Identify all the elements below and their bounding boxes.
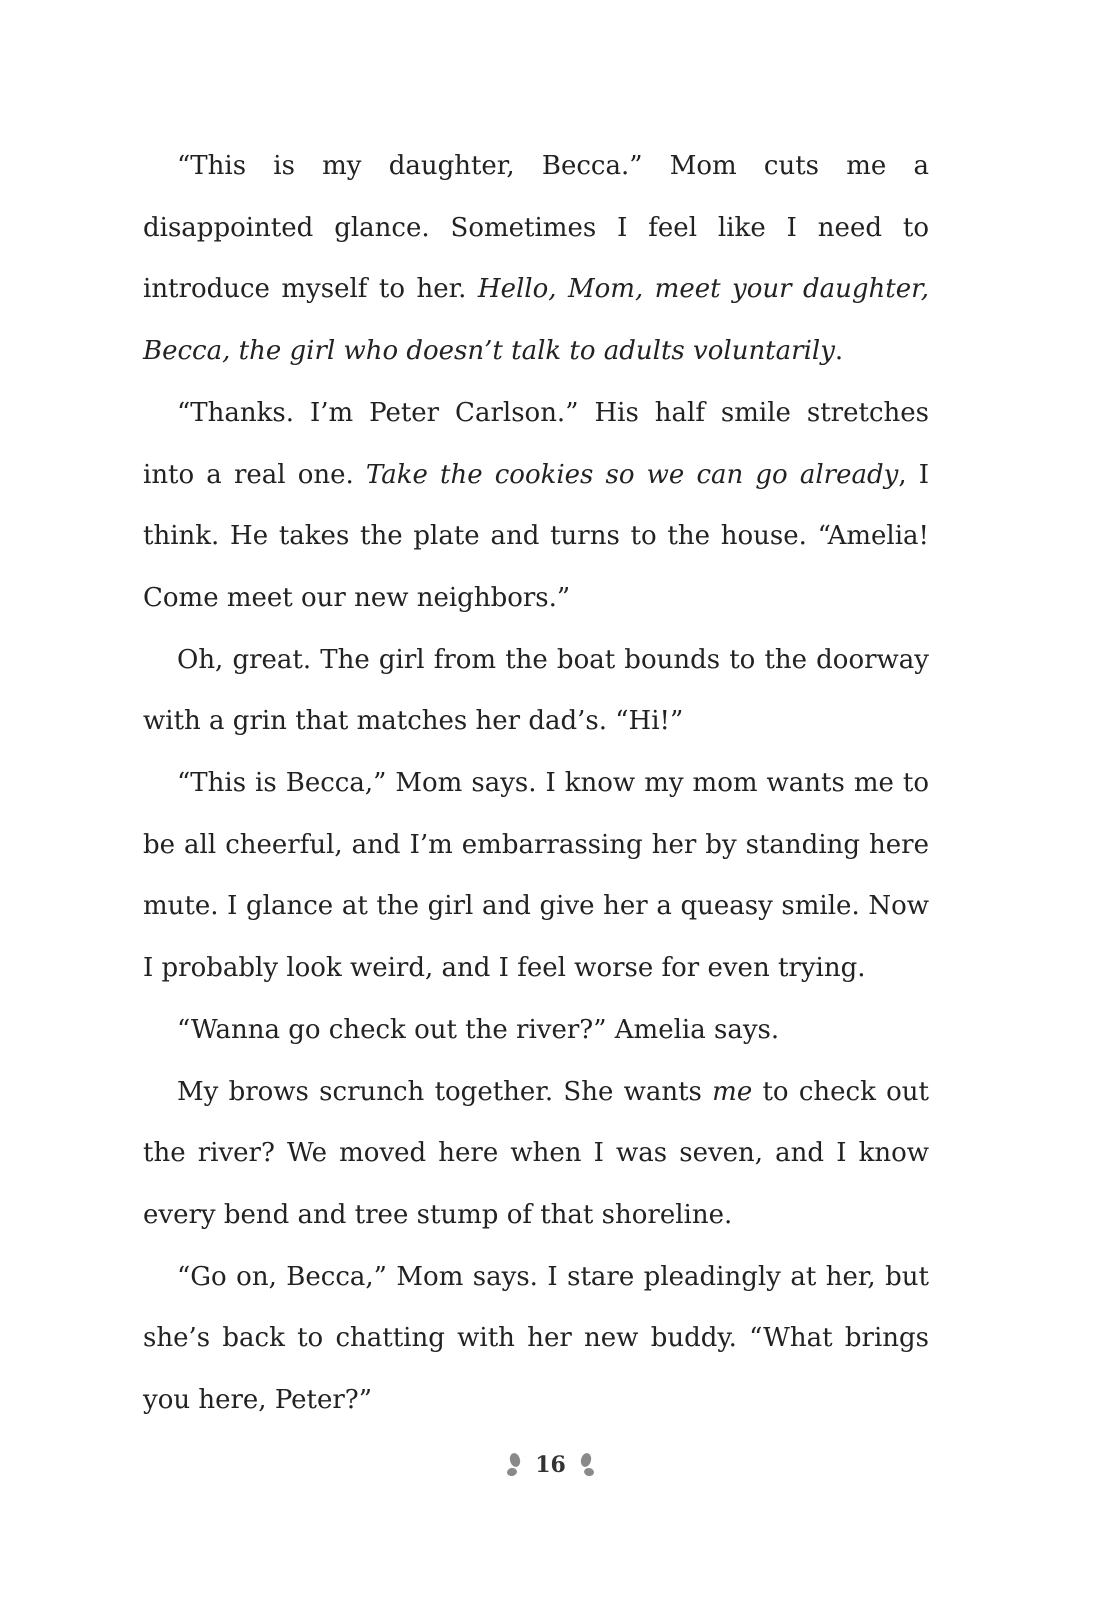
text-run: Oh, great. The girl from the boat bounds to the doorway with a grin that matches her dad’s. “Hi!” xyxy=(143,644,929,737)
page-footer xyxy=(0,1452,1101,1478)
text-run: “This is Becca,” Mom says. I know my mom wants me to be all cheerful, and I’m embarrassing her by standing here mute. I glance at the girl and give her a queasy smile. Now I probably look weird, and I feel worse for even trying. xyxy=(143,768,929,984)
paragraph xyxy=(143,1247,929,1432)
text-run: “Go on, Becca,” Mom says. I stare pleadingly at her, but she’s back to chatting with her new buddy. “What brings you here, Peter?” xyxy=(143,1261,929,1416)
text-run: “Wanna go check out the river?” Amelia says. xyxy=(177,1014,780,1045)
body-text xyxy=(143,136,929,1432)
paragraph xyxy=(143,630,929,753)
italic-text: Take the cookies so we can go already xyxy=(365,459,899,490)
text-run: . xyxy=(834,336,844,367)
paragraph xyxy=(143,136,929,383)
italic-text: me xyxy=(712,1076,753,1107)
text-run: My brows scrunch together. She wants xyxy=(177,1076,713,1107)
text-run: to check out the river? We moved here when I was seven, and I know every bend and tree stump of that shoreline. xyxy=(143,1076,929,1230)
text-run: “Thanks. I’m Peter Carlson.” His half smile stretches into a real one. xyxy=(143,397,929,490)
text-run: “This is my daughter, Becca.” Mom cuts me a disappointed glance. Sometimes I feel like I need to introduce myself to her. xyxy=(143,151,929,305)
text-run: , I think. He takes the plate and turns to the house. “Amelia! Come meet our new neighbors.” xyxy=(143,459,929,613)
footprint-icon xyxy=(578,1452,596,1478)
italic-text: Hello, Mom, meet your daughter, Becca, the girl who doesn’t talk to adults voluntarily xyxy=(143,274,929,367)
page-number: 16 xyxy=(535,1452,566,1478)
footprint-icon xyxy=(505,1452,523,1478)
paragraph xyxy=(143,383,929,630)
paragraph xyxy=(143,753,929,1000)
paragraph xyxy=(143,1062,929,1247)
paragraph xyxy=(143,1000,929,1062)
